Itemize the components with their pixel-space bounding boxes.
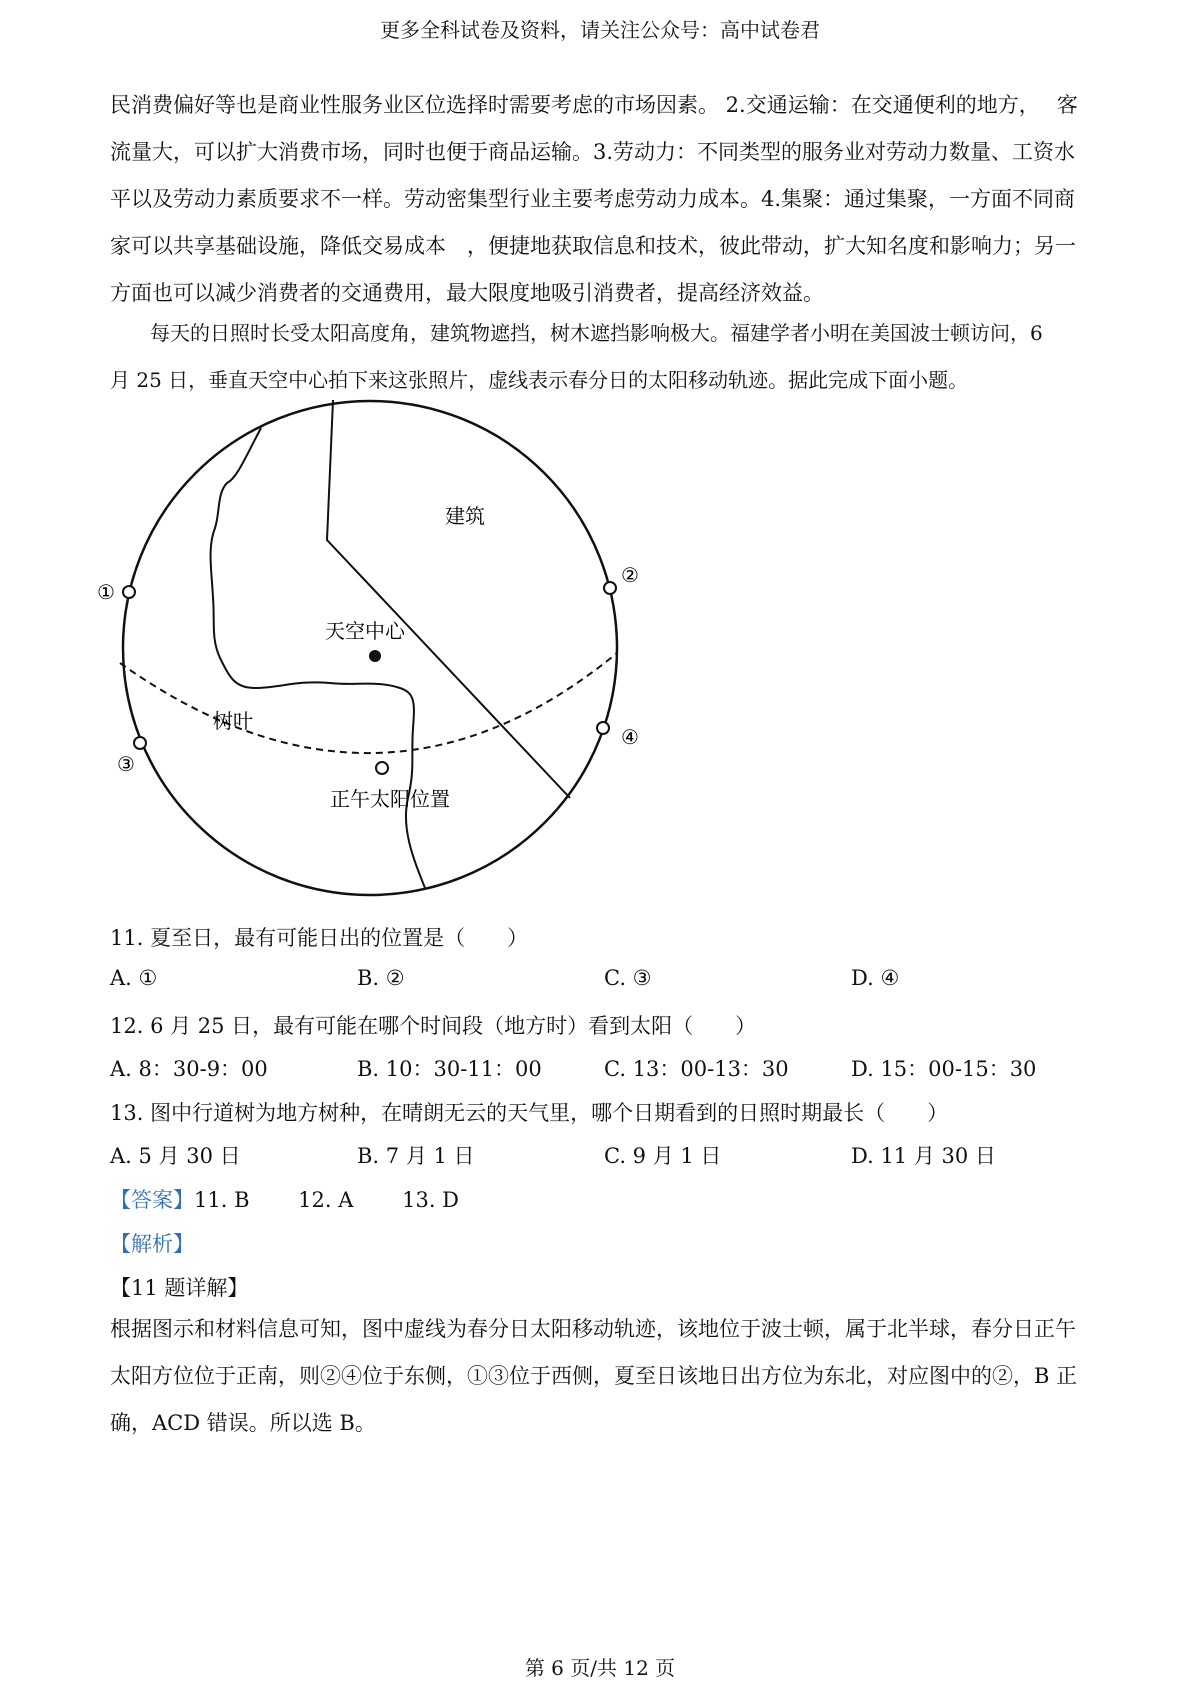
building-outline	[327, 400, 570, 798]
equinox-sun-path	[120, 653, 617, 753]
noon-sun-label: 正午太阳位置	[330, 787, 450, 811]
q13-option-d: D. 11 月 30 日	[851, 1144, 996, 1168]
leaves-label: 树叶	[213, 709, 253, 733]
intro-line: 民消费偏好等也是商业性服务业区位选择时需要考虑的市场因素。 2.交通运输：在交通便利的地方， 客	[110, 93, 1078, 117]
marker-2	[604, 582, 616, 594]
q13-option-b: B. 7 月 1 日	[357, 1144, 475, 1168]
q12-option-c: C. 13：00-13：30	[604, 1057, 789, 1081]
marker-2-label: ②	[621, 563, 639, 587]
detail-line: 确，ACD 错误。所以选 B。	[110, 1411, 376, 1435]
marker-3-label: ③	[117, 752, 135, 776]
sky-center-dot	[369, 650, 381, 662]
analysis-label: 【解析】	[110, 1232, 194, 1256]
marker-4	[597, 722, 609, 734]
building-label: 建筑	[445, 504, 485, 528]
noon-sun-marker	[376, 762, 388, 774]
detail-line: 太阳方位位于正南，则②④位于东侧，①③位于西侧，夏至日该地日出方位为东北，对应图中的②，B 正	[110, 1364, 1078, 1388]
answer-line	[110, 1184, 459, 1214]
intro-line: 平以及劳动力素质要求不一样。劳动密集型行业主要考虑劳动力成本。4.集聚：通过集聚，一方面不同商	[110, 187, 1076, 211]
q12-option-d: D. 15：00-15：30	[851, 1057, 1037, 1081]
question-11-stem: 11. 夏至日，最有可能日出的位置是（ ）	[110, 926, 529, 950]
intro-line: 流量大，可以扩大消费市场，同时也便于商品运输。3.劳动力：不同类型的服务业对劳动力数量、工资水	[110, 140, 1076, 164]
marker-4-label: ④	[621, 725, 639, 749]
q11-option-a: A. ①	[110, 966, 158, 990]
question-13-stem: 13. 图中行道树为地方树种，在晴朗无云的天气里，哪个日期看到的日照时期最长（ ）	[110, 1101, 949, 1125]
material-line: 月 25 日，垂直天空中心拍下来这张照片，虚线表示春分日的太阳移动轨迹。据此完成下面小题。	[110, 368, 969, 392]
marker-3	[134, 737, 146, 749]
intro-paragraph	[110, 82, 1095, 317]
q11-option-b: B. ②	[357, 966, 405, 990]
marker-1-label: ①	[97, 580, 115, 604]
q12-option-b: B. 10：30-11：00	[357, 1057, 542, 1081]
page-header: 更多全科试卷及资料，请关注公众号：高中试卷君	[380, 18, 820, 42]
q12-option-a: A. 8：30-9：00	[110, 1057, 268, 1081]
detail-title: 【11 题详解】	[110, 1276, 249, 1300]
q11-option-d: D. ④	[851, 966, 900, 990]
detail-line: 根据图示和材料信息可知，图中虚线为春分日太阳移动轨迹，该地位于波士顿，属于北半球，春分日正午	[110, 1317, 1076, 1341]
answer-label: 【答案】	[110, 1188, 194, 1212]
q13-option-a: A. 5 月 30 日	[110, 1144, 241, 1168]
sky-circle	[123, 401, 617, 895]
detail-paragraph	[110, 1306, 1095, 1447]
q11-option-c: C. ③	[604, 966, 652, 990]
marker-1	[123, 586, 135, 598]
answer-text: 11. B 12. A 13. D	[194, 1188, 460, 1212]
page-footer: 第 6 页/共 12 页	[524, 1656, 676, 1680]
q13-option-c: C. 9 月 1 日	[604, 1144, 722, 1168]
material-line: 每天的日照时长受太阳高度角，建筑物遮挡，树木遮挡影响极大。福建学者小明在美国波士顿访问，6	[110, 321, 1043, 345]
tree-outline	[211, 428, 425, 888]
intro-line: 家可以共享基础设施，降低交易成本 ，便捷地获取信息和技术，彼此带动，扩大知名度和影响力；另一	[110, 234, 1076, 258]
material-paragraph	[110, 310, 1095, 404]
question-12-stem: 12. 6 月 25 日，最有可能在哪个时间段（地方时）看到太阳（ ）	[110, 1014, 757, 1038]
intro-line: 方面也可以减少消费者的交通费用，最大限度地吸引消费者，提高经济效益。	[110, 281, 824, 305]
sky-diagram	[95, 398, 735, 908]
sky-center-label: 天空中心	[325, 619, 405, 643]
